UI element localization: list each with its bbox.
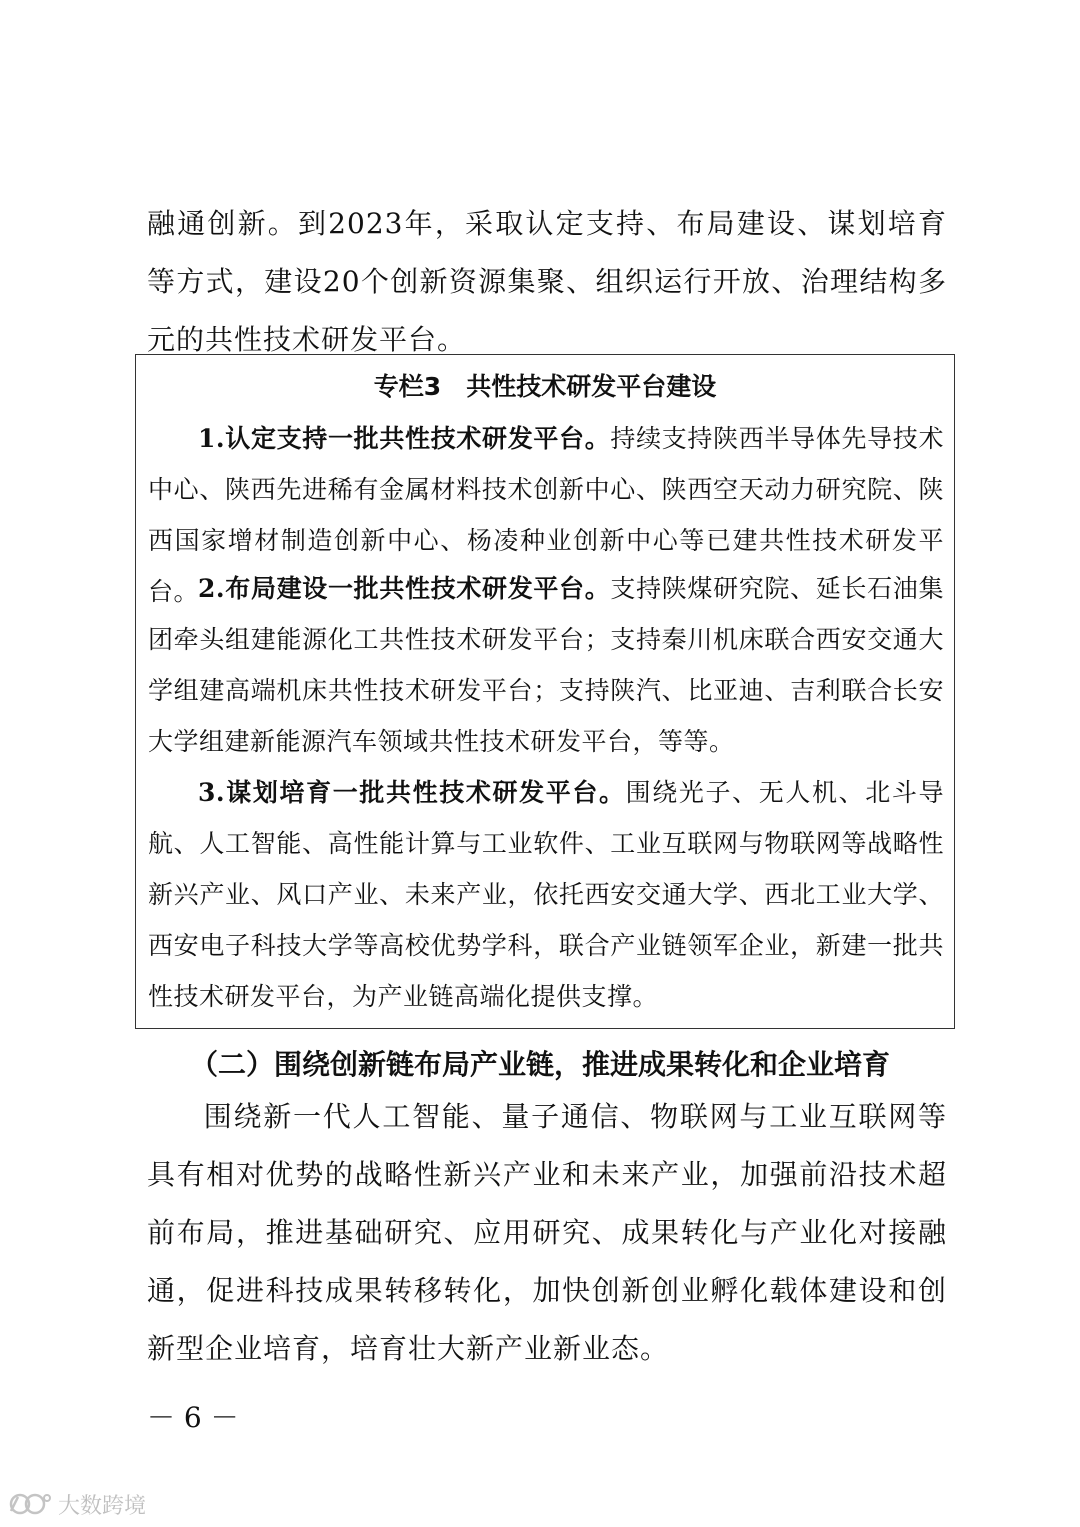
- brand-logo-icon: [8, 1489, 52, 1519]
- watermark-text: 大数跨境: [58, 1493, 147, 1519]
- column-item-text: 支持陕煤研究院、延长石油集团牵头组建能源化工共性技术研发平台；支持秦川机床联合西安交通大学组建高端机床共性技术研发平台；支持陕汽、比亚迪、吉利联合长安大学组建新能源汽车领域共性技术研发平台，等等。: [148, 574, 944, 756]
- column-item-lead: 3.谋划培育一批共性技术研发平台。: [198, 778, 626, 807]
- column-box-title: 专栏3 共性技术研发平台建设: [373, 372, 717, 401]
- page-number: － 6 －: [147, 1401, 239, 1434]
- column-item-text: 围绕光子、无人机、北斗导航、人工智能、高性能计算与工业软件、工业互联网与物联网等战略性新兴产业、风口产业、未来产业，依托西安交通大学、西北工业大学、西安电子科技大学等高校优势学科，联合产业链领军企业，新建一批共性技术研发平台，为产业链高端化提供支撑。: [148, 778, 944, 1011]
- column-item: [148, 563, 944, 767]
- watermark: [8, 1487, 146, 1521]
- intro-paragraph: 融通创新。到2023年，采取认定支持、布局建设、谋划培育等方式，建设20个创新资源集聚、组织运行开放、治理结构多元的共性技术研发平台。: [147, 207, 947, 356]
- column-box: [135, 354, 955, 1029]
- section-paragraph-text: 围绕新一代人工智能、量子通信、物联网与工业互联网等具有相对优势的战略性新兴产业和未来产业，加强前沿技术超前布局，推进基础研究、应用研究、成果转化与产业化对接融通，促进科技成果转移转化，加快创新创业孵化载体建设和创新型企业培育，培育壮大新产业新业态。: [147, 1100, 947, 1365]
- section-heading: （二）围绕创新链布局产业链，推进成果转化和企业培育: [189, 1048, 890, 1081]
- section-paragraph: [147, 1088, 947, 1378]
- column-item-lead: 2.布局建设一批共性技术研发平台。: [198, 574, 611, 603]
- column-item-lead: 1.认定支持一批共性技术研发平台。: [198, 424, 611, 453]
- column-item-text: 持续支持陕西半导体先导技术中心、陕西先进稀有金属材料技术创新中心、陕西空天动力研究院、陕西国家增材制造创新中心、杨凌种业创新中心等已建共性技术研发平台。: [148, 424, 944, 606]
- column-item: [148, 767, 944, 1022]
